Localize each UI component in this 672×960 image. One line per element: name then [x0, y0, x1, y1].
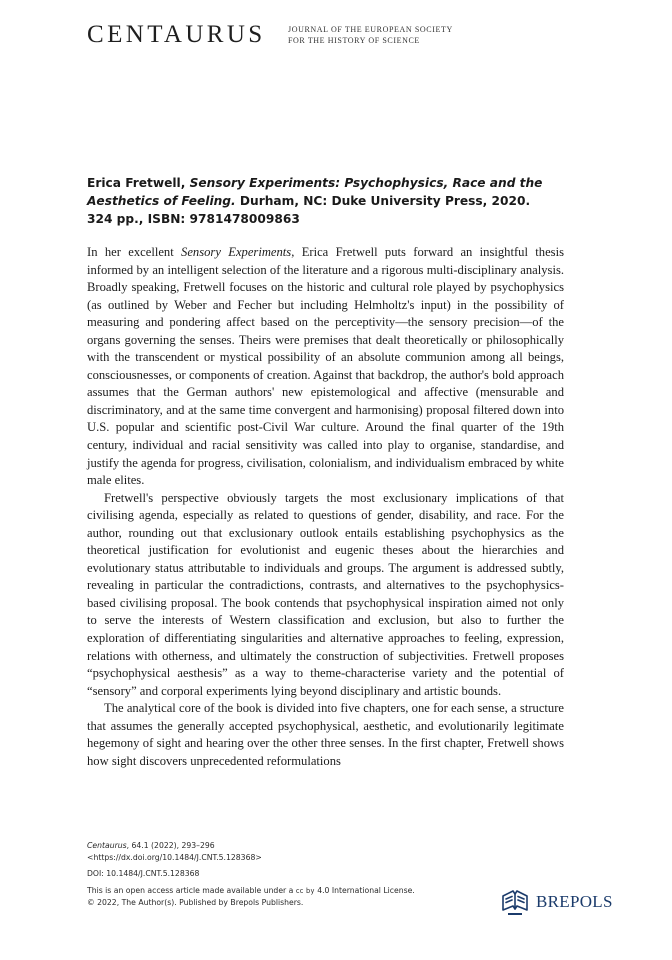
- paragraph-1: [87, 244, 564, 490]
- article-footer: [87, 840, 567, 909]
- book-title-part-1: Sensory Experiments: Psychophysics, Race and the: [189, 176, 543, 190]
- journal-subtitle: [288, 25, 453, 46]
- journal-title: CENTAURUS: [87, 21, 266, 48]
- review-body: [87, 244, 564, 770]
- license-notice: [87, 885, 567, 897]
- citation-journal: Centaurus: [87, 841, 127, 850]
- license-cc: cc by: [295, 886, 315, 895]
- brepols-wordmark: BREPOLS: [536, 892, 613, 911]
- citation: [87, 840, 567, 852]
- citation-details: , 64.1 (2022), 293–296: [126, 841, 215, 850]
- brepols-logo: [500, 887, 620, 917]
- paragraph-1-rest: , Erica Fretwell puts forward an insightful thesis informed by an intelligent selection of the literature and a rigorous multi-disciplinary analysis. Broadly speaking, Fretwell focuses on the historic and cultural role played by psychophysics (as outlined by Weber and Fecher but including Helmholtz's input) in the possibility of measuring and pondering affect based on the perceptivity—the sensory precision—of the organs governing the senses. Theirs were premises that dealt theoretically or philosophically with the transcendent or mystical possibility of an absolute communion among all beings, consciousnesses, or components of creation. Against that backdrop, the author's bold approach assumes that the German authors' new epistemological and affective (mensurable and discriminatory, and at the same time convergent and harmonising) proposal filtered down into U.S. popular and scientific post-Civil War culture. Around the final quarter of the 19th century, individual and racial sensitivity was called into play to organise, standardise, and justify the agenda for progress, civilisation, colonialism, and individualism embraced by white male elites.: [87, 245, 564, 488]
- book-details: 324 pp., ISBN: 9781478009863: [87, 212, 300, 226]
- paragraph-1-start: In her excellent: [87, 245, 182, 259]
- copyright: © 2022, The Author(s). Published by Brepols Publishers.: [87, 897, 304, 907]
- license-text-start: This is an open access article made available under a: [87, 885, 296, 895]
- review-author: Erica Fretwell,: [87, 176, 190, 190]
- book-publisher: Durham, NC: Duke University Press, 2020.: [235, 194, 531, 208]
- journal-subtitle-line-1: JOURNAL OF THE EUROPEAN SOCIETY: [288, 25, 453, 34]
- license-text-end: 4.0 International License.: [314, 885, 415, 895]
- doi: DOI: 10.1484/J.CNT.5.128368: [87, 869, 200, 879]
- book-title-inline: Sensory Experiments: [181, 245, 292, 259]
- brepols-book-icon: [500, 887, 530, 917]
- book-title-part-2: Aesthetics of Feeling.: [87, 194, 236, 208]
- paragraph-2: Fretwell's perspective obviously targets the most exclusionary implications of that civilising agenda, especially as related to questions of gender, disability, and race. For the author, rounding out that exclusionary outlook entails establishing psychophysics as the theoretical justification for evolutionist and eugenic theses about the hierarchies and evolutionary status attributable to individuals and groups. The argument is addressed subtly, revealing in particular the contradictions, contrasts, and alternatives to the psychophysics-based civilising proposal. The book contends that psychophysical inspiration aimed not only to serve the interests of Western classification and exclusion, but also to further the exploration of differentiating singularities and alternative approaches to feeling, expression, relations with otherness, and ultimately the construction of subjectivities. Fretwell proposes “psychophysical aesthesis” as a way to theme-characterise variety and the potential of “sensory” and corporal experiments lying beyond disciplinary and artistic bounds.: [87, 490, 564, 698]
- handle-link[interactable]: <https://dx.doi.org/10.1484/J.CNT.5.128368>: [87, 853, 262, 863]
- journal-subtitle-line-2: FOR THE HISTORY OF SCIENCE: [288, 35, 420, 45]
- review-heading: [87, 174, 557, 228]
- paragraph-3: The analytical core of the book is divided into five chapters, one for each sense, a structure that assumes the generally accepted psychophysical, aesthetic, and evolutionarily legitimate hegemony of sight and hearing over the other three senses. In the first chapter, Fretwell shows how sight discovers unprecedented reformulations: [87, 701, 564, 768]
